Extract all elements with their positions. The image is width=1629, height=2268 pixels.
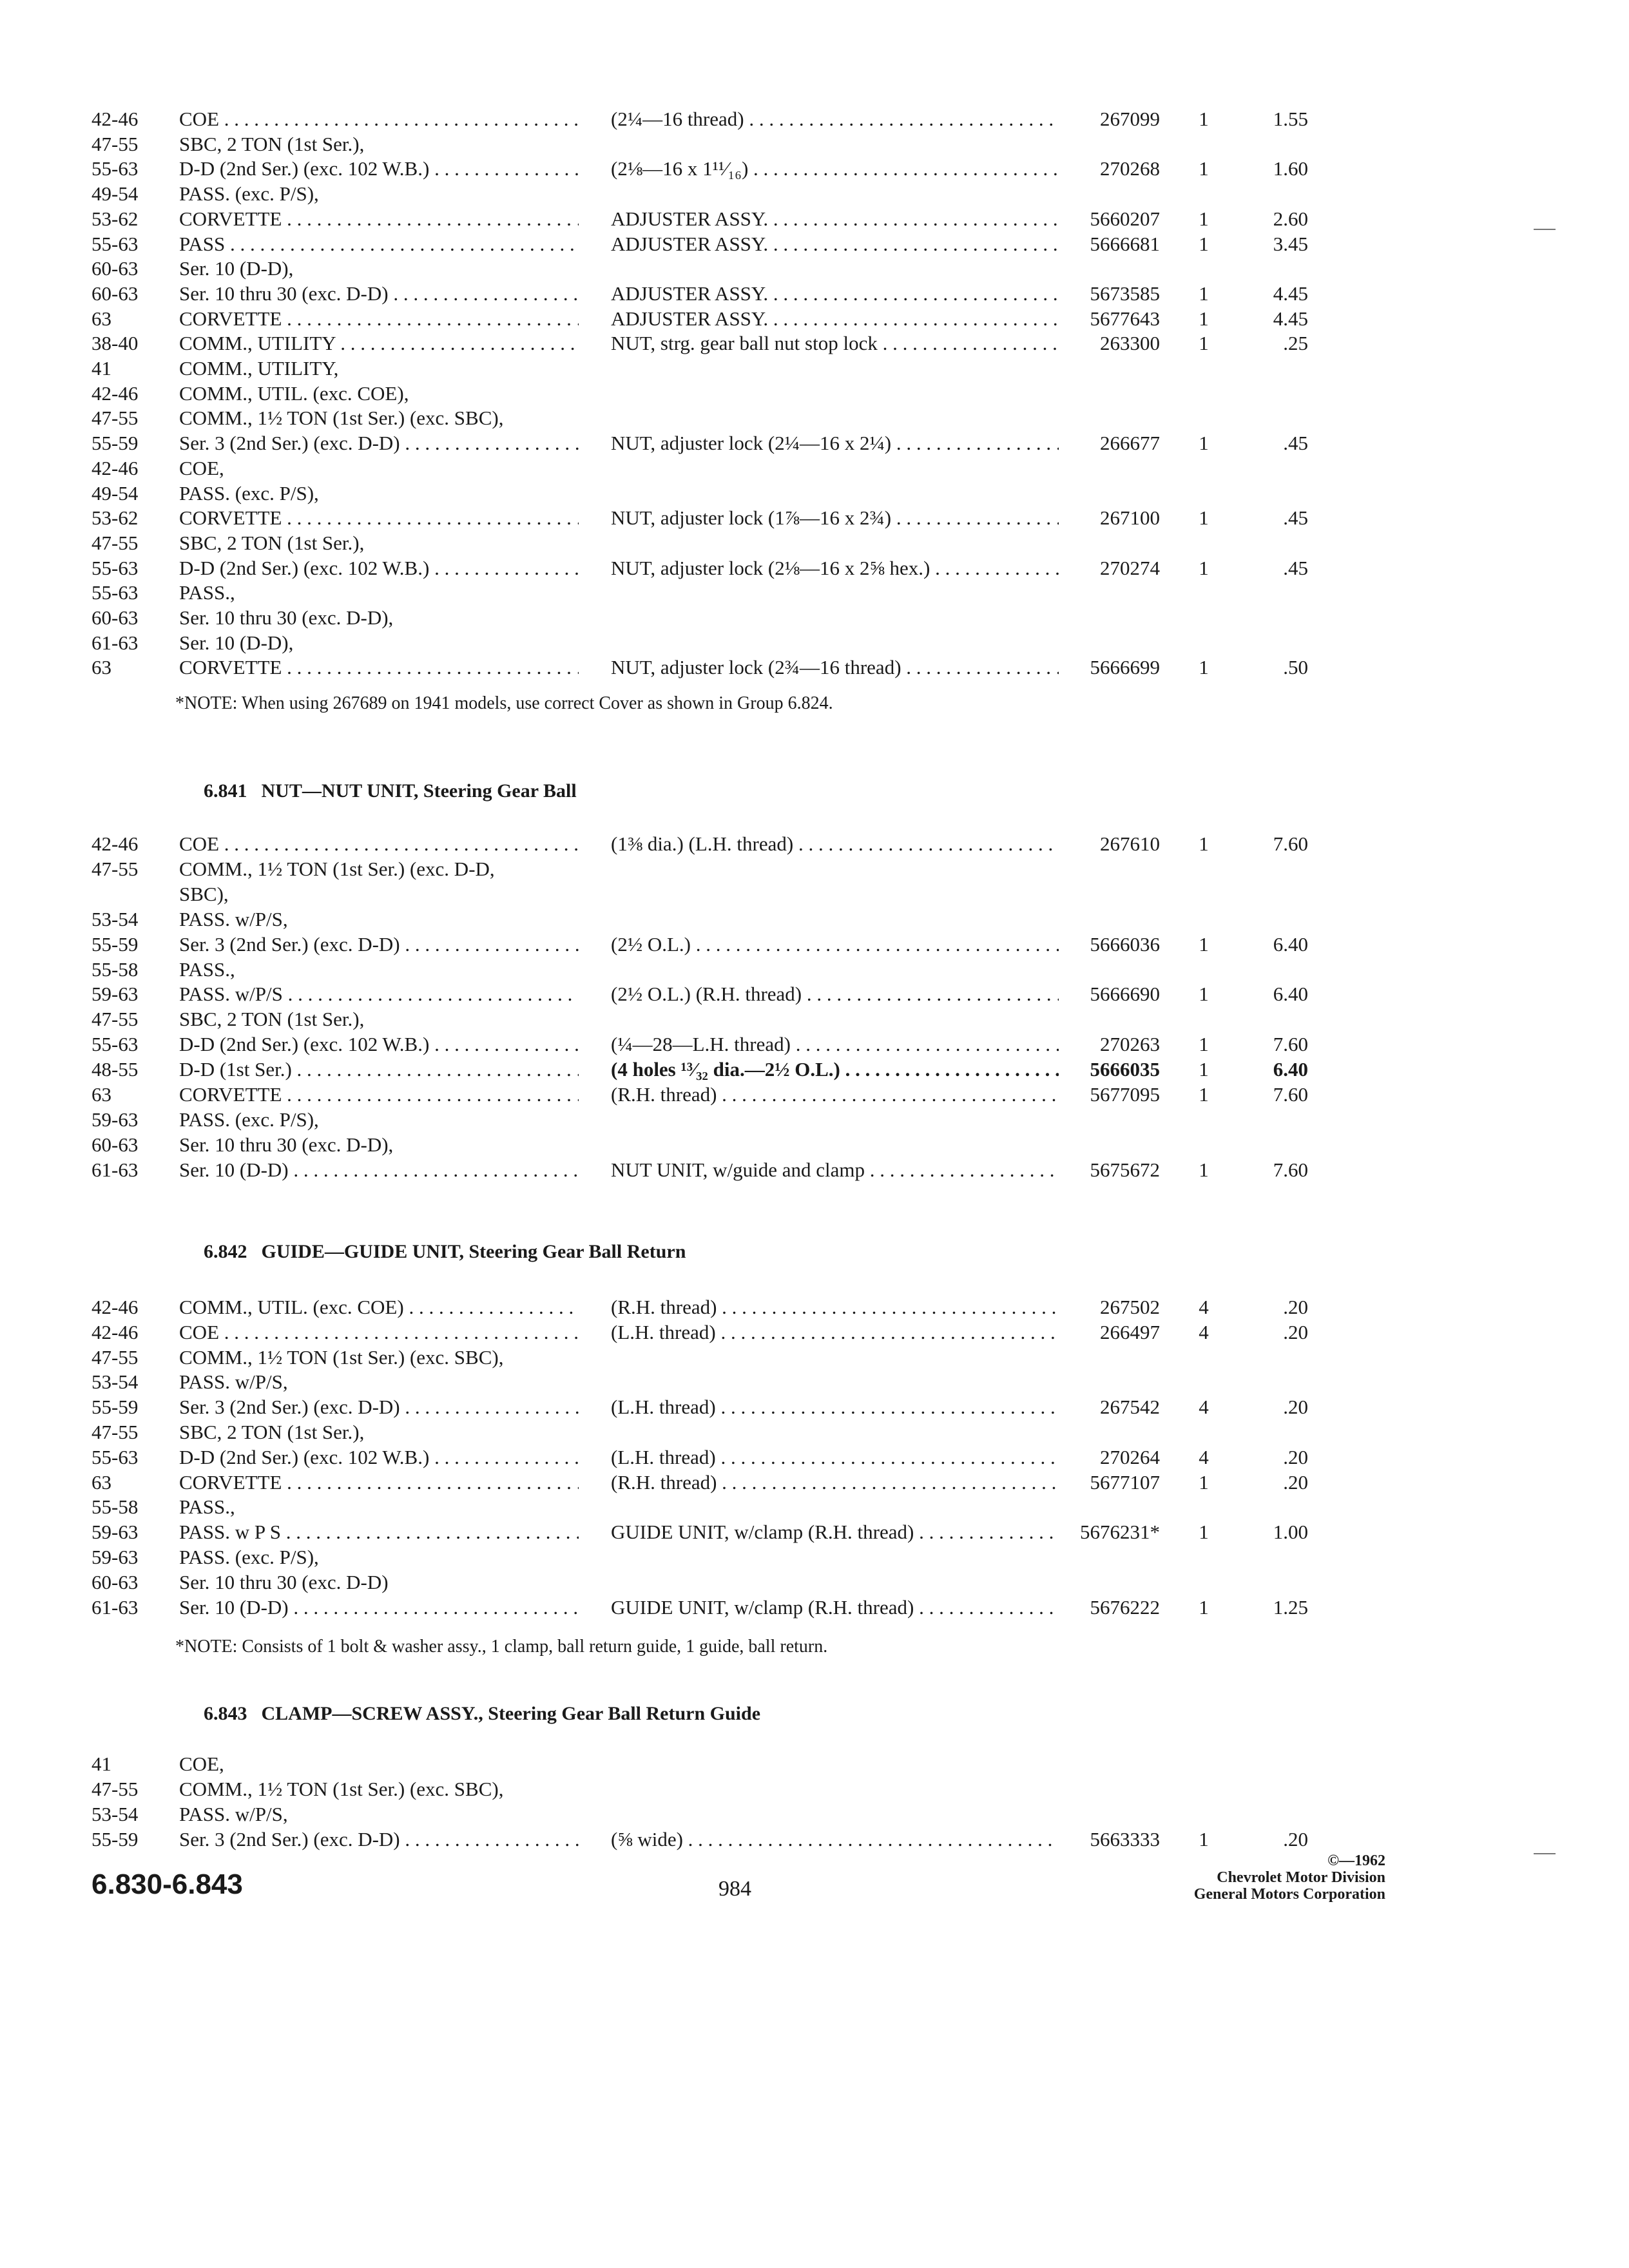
price: .45	[1283, 432, 1308, 455]
part-number: 266497	[1100, 1320, 1160, 1343]
table-row	[0, 630, 1629, 656]
description: NUT, adjuster lock (2¾—16 thread) . . .	[611, 655, 1059, 680]
quantity: 1	[1199, 307, 1209, 330]
application: CORVETTE . . .	[179, 1470, 579, 1495]
year-range: 60-63	[92, 282, 139, 305]
quantity: 4	[1199, 1396, 1209, 1419]
quantity: 1	[1199, 1470, 1209, 1494]
year-range: 47-55	[92, 407, 139, 430]
application: COMM., UTIL. (exc. COE) . . .	[179, 1294, 579, 1320]
application: Ser. 10 (D-D) . . .	[179, 1157, 579, 1183]
part-number: 5676222	[1090, 1595, 1160, 1619]
application: SBC, 2 TON (1st Ser.),	[179, 132, 365, 155]
quantity: 1	[1199, 1033, 1209, 1056]
table-row	[0, 907, 1629, 932]
price: .45	[1283, 556, 1308, 579]
part-number: 5666681	[1090, 232, 1160, 255]
description: (L.H. thread) . . .	[611, 1445, 1059, 1470]
part-number: 5660207	[1090, 207, 1160, 230]
scan-mark	[1534, 1853, 1556, 1854]
application: COE,	[179, 1753, 224, 1775]
quantity: 1	[1199, 1158, 1209, 1181]
table-row	[0, 381, 1629, 407]
table-row	[0, 1082, 1629, 1108]
page-number: 984	[718, 1877, 751, 1901]
application: SBC, 2 TON (1st Ser.),	[179, 531, 365, 554]
application: CORVETTE . . .	[179, 505, 579, 531]
description: GUIDE UNIT, w/clamp (R.H. thread) . . .	[611, 1519, 1059, 1545]
application: Ser. 10 thru 30 (exc. D-D)	[179, 1570, 389, 1593]
year-range: 42-46	[92, 381, 139, 405]
table-row	[0, 1057, 1629, 1082]
year-range: 63	[92, 307, 111, 330]
application: SBC, 2 TON (1st Ser.),	[179, 1421, 365, 1443]
table-row	[0, 1595, 1629, 1620]
application: CORVETTE . . .	[179, 306, 579, 332]
year-range: 42-46	[92, 1296, 139, 1318]
application: CORVETTE . . .	[179, 1082, 579, 1108]
footnote: *NOTE: Consists of 1 bolt & washer assy., 1 clamp, ball return guide, 1 guide, ball return.	[175, 1637, 828, 1657]
table-row	[0, 932, 1629, 957]
year-range: 42-46	[92, 456, 139, 479]
description: (2⅛—16 x 1¹¹⁄₁₆) . . .	[611, 156, 1059, 182]
year-range: 60-63	[92, 1570, 139, 1593]
price: 3.45	[1273, 232, 1308, 255]
application: PASS. (exc. P/S),	[179, 1108, 319, 1131]
quantity: 1	[1199, 157, 1209, 180]
table-row	[0, 981, 1629, 1007]
application: PASS. (exc. P/S),	[179, 481, 319, 505]
description: NUT, strg. gear ball nut stop lock . . .	[611, 331, 1059, 356]
price: .25	[1283, 332, 1308, 355]
price: 1.25	[1273, 1595, 1308, 1619]
application: Ser. 10 thru 30 (exc. D-D) . . .	[179, 281, 579, 307]
application: PASS.,	[179, 957, 235, 981]
table-row	[0, 530, 1629, 556]
year-range: 60-63	[92, 606, 139, 629]
part-number: 267099	[1100, 108, 1160, 130]
application: Ser. 3 (2nd Ser.) (exc. D-D) . . .	[179, 932, 579, 957]
application: COMM., 1½ TON (1st Ser.) (exc. SBC),	[179, 1345, 504, 1369]
year-range: 55-63	[92, 232, 139, 255]
description: ADJUSTER ASSY. . . .	[611, 206, 1059, 232]
division: Chevrolet Motor Division	[1217, 1869, 1385, 1886]
application: CORVETTE . . .	[179, 655, 579, 680]
quantity: 1	[1199, 108, 1209, 130]
year-range: 49-54	[92, 481, 139, 505]
quantity: 1	[1199, 207, 1209, 230]
description: ADJUSTER ASSY. . . .	[611, 281, 1059, 307]
part-number: 5666699	[1090, 656, 1160, 679]
application: D-D (2nd Ser.) (exc. 102 W.B.) . . .	[179, 1445, 579, 1470]
year-range: 48-55	[92, 1058, 139, 1081]
part-number: 270268	[1100, 157, 1160, 180]
application: PASS. (exc. P/S),	[179, 1546, 319, 1568]
table-row	[0, 1570, 1629, 1595]
table-row	[0, 256, 1629, 282]
part-number: 263300	[1100, 332, 1160, 355]
table-row	[0, 856, 1629, 882]
application: D-D (2nd Ser.) (exc. 102 W.B.) . . .	[179, 555, 579, 581]
year-range: 47-55	[92, 1345, 139, 1369]
year-range: 60-63	[92, 1133, 139, 1156]
part-number: 5676231*	[1080, 1521, 1160, 1544]
section-title: GUIDE—GUIDE UNIT, Steering Gear Ball Return	[261, 1241, 686, 1262]
table-row	[0, 430, 1629, 456]
quantity: 1	[1199, 656, 1209, 679]
section-number: 6.843	[204, 1703, 247, 1724]
year-range: 42-46	[92, 1320, 139, 1343]
year-range: 53-54	[92, 907, 139, 930]
price: 7.60	[1273, 1083, 1308, 1106]
application: CORVETTE . . .	[179, 206, 579, 232]
quantity: 4	[1199, 1296, 1209, 1318]
quantity: 1	[1199, 556, 1209, 579]
application: PASS. w/P/S,	[179, 1370, 288, 1394]
part-number: 5675672	[1090, 1158, 1160, 1181]
table-row	[0, 1751, 1629, 1777]
year-range: 47-55	[92, 531, 139, 554]
table-row	[0, 1802, 1629, 1827]
year-range: 41	[92, 357, 111, 380]
quantity: 1	[1199, 282, 1209, 305]
quantity: 1	[1199, 1521, 1209, 1544]
footnote: *NOTE: When using 267689 on 1941 models, use correct Cover as shown in Group 6.824.	[175, 693, 833, 713]
quantity: 1	[1199, 1083, 1209, 1106]
description: (L.H. thread) . . .	[611, 1320, 1059, 1345]
table-row	[0, 405, 1629, 431]
application: COE . . .	[179, 831, 579, 857]
year-range: 55-63	[92, 1033, 139, 1056]
year-range: 47-55	[92, 857, 139, 880]
application: COMM., UTILITY,	[179, 357, 339, 380]
table-row	[0, 1394, 1629, 1420]
price: 7.60	[1273, 832, 1308, 855]
year-range: 60-63	[92, 257, 139, 280]
group-range: 6.830-6.843	[92, 1869, 243, 1900]
table-row	[0, 1494, 1629, 1520]
application: Ser. 3 (2nd Ser.) (exc. D-D) . . .	[179, 430, 579, 456]
table-row	[0, 1132, 1629, 1158]
part-number: 5666690	[1090, 983, 1160, 1006]
description: (4 holes ¹³⁄₃₂ dia.—2½ O.L.) . . .	[611, 1057, 1059, 1082]
application: PASS.,	[179, 1495, 235, 1519]
table-row	[0, 106, 1629, 132]
table-row	[0, 1519, 1629, 1545]
application: SBC),	[179, 882, 229, 905]
table-row	[0, 156, 1629, 182]
table-row	[0, 1006, 1629, 1032]
year-range: 55-59	[92, 1828, 139, 1850]
section-heading-6-842	[204, 1239, 686, 1265]
application: COMM., 1½ TON (1st Ser.) (exc. SBC),	[179, 1778, 504, 1800]
year-range: 55-59	[92, 432, 139, 455]
year-range: 61-63	[92, 631, 139, 654]
table-row	[0, 356, 1629, 381]
year-range: 53-62	[92, 207, 139, 230]
quantity: 1	[1199, 232, 1209, 255]
part-number: 5666036	[1090, 932, 1160, 956]
year-range: 42-46	[92, 832, 139, 855]
application: Ser. 10 (D-D),	[179, 631, 294, 654]
price: .20	[1283, 1296, 1308, 1318]
quantity: 1	[1199, 1595, 1209, 1619]
price: .20	[1283, 1445, 1308, 1468]
year-range: 47-55	[92, 1778, 139, 1800]
description: ADJUSTER ASSY. . . .	[611, 231, 1059, 257]
description: NUT, adjuster lock (2¼—16 x 2¼) . . .	[611, 430, 1059, 456]
price: 2.60	[1273, 207, 1308, 230]
year-range: 61-63	[92, 1595, 139, 1619]
year-range: 55-63	[92, 581, 139, 604]
description: (R.H. thread) . . .	[611, 1470, 1059, 1495]
price: .50	[1283, 656, 1308, 679]
year-range: 47-55	[92, 1008, 139, 1031]
table-row	[0, 1294, 1629, 1320]
section-title: CLAMP—SCREW ASSY., Steering Gear Ball Return Guide	[261, 1703, 761, 1724]
price: 4.45	[1273, 282, 1308, 305]
quantity: 1	[1199, 332, 1209, 355]
corporation: General Motors Corporation	[1193, 1886, 1385, 1903]
table-row	[0, 181, 1629, 207]
price: .45	[1283, 506, 1308, 530]
table-row	[0, 1320, 1629, 1345]
description: (1⅜ dia.) (L.H. thread) . . .	[611, 831, 1059, 857]
quantity: 1	[1199, 832, 1209, 855]
application: COE . . .	[179, 1320, 579, 1345]
year-range: 63	[92, 1083, 111, 1106]
application: PASS . . .	[179, 231, 579, 257]
quantity: 4	[1199, 1320, 1209, 1343]
price: 4.45	[1273, 307, 1308, 330]
price: 6.40	[1273, 932, 1308, 956]
table-row	[0, 1419, 1629, 1445]
application: Ser. 10 (D-D) . . .	[179, 1595, 579, 1620]
part-number: 267100	[1100, 506, 1160, 530]
year-range: 59-63	[92, 1546, 139, 1568]
table-row	[0, 231, 1629, 257]
description: (L.H. thread) . . .	[611, 1394, 1059, 1420]
application: PASS. w/P/S,	[179, 1803, 288, 1825]
price: .20	[1283, 1470, 1308, 1494]
application: COMM., UTIL. (exc. COE),	[179, 381, 409, 405]
quantity: 4	[1199, 1445, 1209, 1468]
table-row	[0, 831, 1629, 857]
application: D-D (2nd Ser.) (exc. 102 W.B.) . . .	[179, 1032, 579, 1057]
year-range: 63	[92, 1470, 111, 1494]
price: .20	[1283, 1828, 1308, 1850]
table-row	[0, 1157, 1629, 1183]
application: D-D (1st Ser.) . . .	[179, 1057, 579, 1082]
year-range: 47-55	[92, 1421, 139, 1443]
description: (2½ O.L.) (R.H. thread) . . .	[611, 981, 1059, 1007]
table-row	[0, 881, 1629, 907]
quantity: 1	[1199, 506, 1209, 530]
year-range: 53-54	[92, 1370, 139, 1394]
table-row	[0, 605, 1629, 631]
table-row	[0, 331, 1629, 356]
description: (⅝ wide) . . .	[611, 1827, 1059, 1852]
table-row	[0, 1445, 1629, 1470]
description: (2½ O.L.) . . .	[611, 932, 1059, 957]
application: COE . . .	[179, 106, 579, 132]
part-number: 270263	[1100, 1033, 1160, 1056]
copyright: ©—1962	[1327, 1852, 1385, 1869]
section-heading-6-843	[204, 1701, 760, 1727]
part-number: 5677107	[1090, 1470, 1160, 1494]
year-range: 55-63	[92, 556, 139, 579]
application: PASS. w P S . . .	[179, 1519, 579, 1545]
quantity: 1	[1199, 932, 1209, 956]
application: PASS. (exc. P/S),	[179, 182, 319, 206]
scan-mark	[1534, 229, 1556, 230]
year-range: 55-63	[92, 157, 139, 180]
price: 1.55	[1273, 108, 1308, 130]
year-range: 49-54	[92, 182, 139, 206]
publisher-block	[1063, 1852, 1385, 1903]
table-row	[0, 456, 1629, 481]
description: (R.H. thread) . . .	[611, 1294, 1059, 1320]
application: Ser. 10 thru 30 (exc. D-D),	[179, 606, 394, 629]
application: COE,	[179, 456, 224, 479]
price: .20	[1283, 1320, 1308, 1343]
table-row	[0, 1544, 1629, 1570]
application: PASS. w/P/S . . .	[179, 981, 579, 1007]
part-number: 5666035	[1090, 1058, 1160, 1081]
part-number: 5677643	[1090, 307, 1160, 330]
part-number: 267542	[1100, 1396, 1160, 1419]
application: Ser. 10 thru 30 (exc. D-D),	[179, 1133, 394, 1156]
price: 1.00	[1273, 1521, 1308, 1544]
quantity: 1	[1199, 1828, 1209, 1850]
table-row	[0, 505, 1629, 531]
price: 1.60	[1273, 157, 1308, 180]
year-range: 55-59	[92, 1396, 139, 1419]
application: D-D (2nd Ser.) (exc. 102 W.B.) . . .	[179, 156, 579, 182]
table-row	[0, 1369, 1629, 1395]
year-range: 61-63	[92, 1158, 139, 1181]
year-range: 59-63	[92, 983, 139, 1006]
description: (¼—28—L.H. thread) . . .	[611, 1032, 1059, 1057]
section-heading-6-841	[204, 778, 577, 804]
year-range: 41	[92, 1753, 111, 1775]
table-row	[0, 957, 1629, 983]
price: 6.40	[1273, 983, 1308, 1006]
part-number: 266677	[1100, 432, 1160, 455]
description: NUT UNIT, w/guide and clamp . . .	[611, 1157, 1059, 1183]
application: PASS. w/P/S,	[179, 907, 288, 930]
part-number: 270264	[1100, 1445, 1160, 1468]
year-range: 55-58	[92, 957, 139, 981]
year-range: 59-63	[92, 1521, 139, 1544]
part-number: 5663333	[1090, 1828, 1160, 1850]
price: 6.40	[1273, 1058, 1308, 1081]
year-range: 63	[92, 656, 111, 679]
application: Ser. 3 (2nd Ser.) (exc. D-D) . . .	[179, 1827, 579, 1852]
table-row	[0, 281, 1629, 307]
application: COMM., 1½ TON (1st Ser.) (exc. SBC),	[179, 407, 504, 430]
table-row	[0, 1776, 1629, 1802]
table-row	[0, 1827, 1629, 1852]
section-number: 6.841	[204, 780, 247, 802]
table-row	[0, 1470, 1629, 1495]
table-row	[0, 1032, 1629, 1057]
description: ADJUSTER ASSY. . . .	[611, 306, 1059, 332]
year-range: 38-40	[92, 332, 139, 355]
year-range: 53-62	[92, 506, 139, 530]
application: COMM., UTILITY . . .	[179, 331, 579, 356]
description: GUIDE UNIT, w/clamp (R.H. thread) . . .	[611, 1595, 1059, 1620]
year-range: 55-63	[92, 1445, 139, 1468]
part-number: 5677095	[1090, 1083, 1160, 1106]
table-row	[0, 655, 1629, 680]
table-row	[0, 1345, 1629, 1370]
part-number: 5673585	[1090, 282, 1160, 305]
section-title: NUT—NUT UNIT, Steering Gear Ball	[261, 780, 577, 802]
description: (R.H. thread) . . .	[611, 1082, 1059, 1108]
year-range: 55-59	[92, 932, 139, 956]
year-range: 55-58	[92, 1495, 139, 1519]
table-row	[0, 580, 1629, 606]
part-number: 267502	[1100, 1296, 1160, 1318]
year-range: 59-63	[92, 1108, 139, 1131]
application: Ser. 10 (D-D),	[179, 257, 294, 280]
application: SBC, 2 TON (1st Ser.),	[179, 1008, 365, 1031]
year-range: 42-46	[92, 108, 139, 130]
application: COMM., 1½ TON (1st Ser.) (exc. D-D,	[179, 857, 495, 880]
table-row	[0, 131, 1629, 157]
application: Ser. 3 (2nd Ser.) (exc. D-D) . . .	[179, 1394, 579, 1420]
section-number: 6.842	[204, 1241, 247, 1262]
table-row	[0, 206, 1629, 232]
price: .20	[1283, 1396, 1308, 1419]
table-row	[0, 306, 1629, 332]
quantity: 1	[1199, 983, 1209, 1006]
table-row	[0, 1107, 1629, 1133]
price: 7.60	[1273, 1033, 1308, 1056]
application: PASS.,	[179, 581, 235, 604]
year-range: 53-54	[92, 1803, 139, 1825]
table-row	[0, 481, 1629, 506]
description: NUT, adjuster lock (1⅞—16 x 2¾) . . .	[611, 505, 1059, 531]
part-number: 267610	[1100, 832, 1160, 855]
quantity: 1	[1199, 432, 1209, 455]
part-number: 270274	[1100, 556, 1160, 579]
table-row	[0, 555, 1629, 581]
description: (2¼—16 thread) . . .	[611, 106, 1059, 132]
price: 7.60	[1273, 1158, 1308, 1181]
year-range: 47-55	[92, 132, 139, 155]
quantity: 1	[1199, 1058, 1209, 1081]
description: NUT, adjuster lock (2⅛—16 x 2⅝ hex.) . . .	[611, 555, 1059, 581]
